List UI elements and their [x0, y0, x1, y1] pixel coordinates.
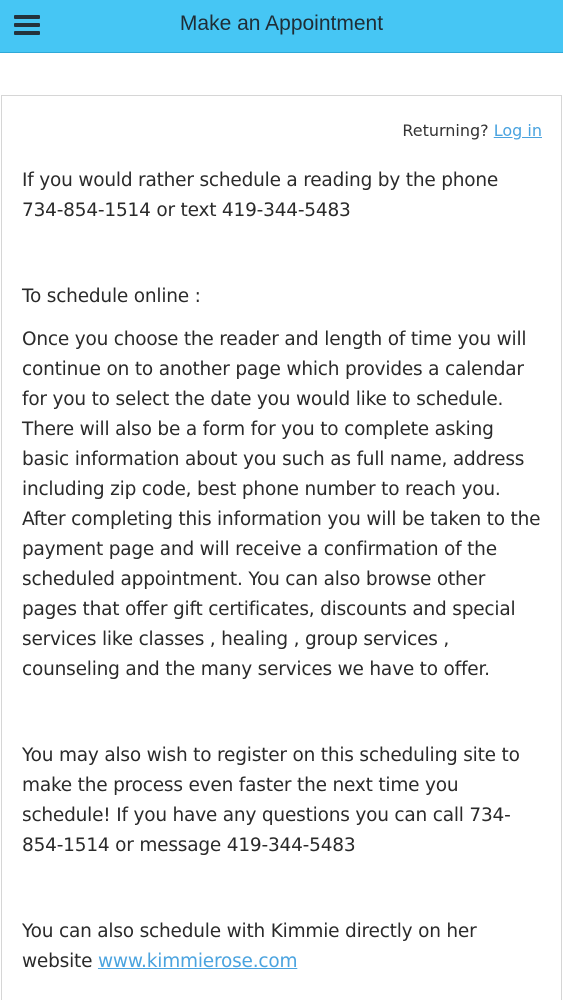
returning-login	[402, 121, 542, 140]
online-heading: To schedule online :	[22, 286, 201, 307]
website-info	[22, 917, 544, 977]
website-link[interactable]: www.kimmierose.com	[97, 951, 298, 972]
page-title: Make an Appointment	[179, 12, 384, 35]
phone-info-text: If you would rather schedule a reading by the phone 734-854-1514 or text 419-344-5483	[22, 170, 499, 221]
returning-label: Returning?	[402, 121, 489, 140]
website-prefix: You can also schedule with Kimmie directly on her website	[22, 921, 477, 972]
online-details-text: Once you choose the reader and length of time you will continue on to another page which provides a calendar for you to select the date you would like to schedule. There will also be a form for you to complete asking basic information about you such as full name, address including zip code, best phone number to reach you. After completing this information you will be taken to the payment page and will receive a confirmation of the scheduled appointment. You can also browse other pages that offer gift certificates, discounts and special services like classes , healing , group services , counseling and the many services we have to offer.	[22, 329, 541, 680]
app-header	[0, 0, 563, 53]
register-info-text: You may also wish to register on this scheduling site to make the process even faster the next time you schedule! If you have any questions you can call 734-854-1514 or message 419-344-5483	[22, 745, 520, 856]
login-link[interactable]: Log in	[493, 121, 542, 140]
